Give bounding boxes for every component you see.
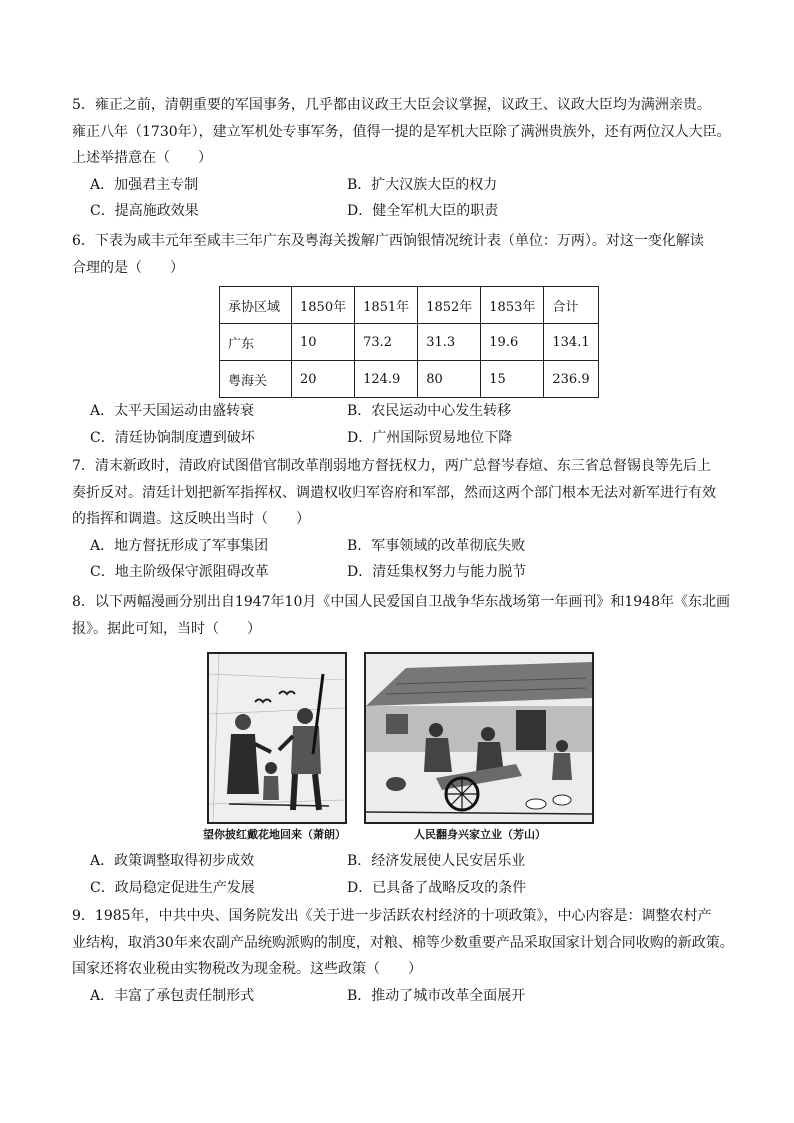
table-header-cell: 合计 [544, 287, 598, 324]
q8-line-2: 报》。据此可知，当时（ ） [72, 620, 261, 637]
q8-option-a[interactable]: A．政策调整取得初步成效 [90, 853, 255, 869]
q5-option-a[interactable]: A．加强君主专制 [90, 176, 199, 193]
q9-line-3: 国家还将农业税由实物税改为现金税。这些政策（ ） [72, 961, 422, 977]
table-cell: 73.2 [355, 324, 418, 361]
table-cell: 15 [481, 361, 544, 398]
q8-option-b[interactable]: B．经济发展使人民安居乐业 [347, 853, 526, 869]
q7-option-b[interactable]: B．军事领域的改革彻底失败 [347, 537, 526, 554]
q5-line-2: 雍正八年（1730年），建立军机处专事军务，值得一提的是军机大臣除了满洲贵族外，还有两位汉人大臣。 [72, 123, 731, 140]
question-9 [72, 903, 732, 1009]
q9-line-1: 9．1985年，中共中央、国务院发出《关于进一步活跃农村经济的十项政策》，中心内容是：调整农村产 [72, 908, 712, 924]
silver-allocation-table [219, 286, 599, 398]
table-header-cell: 1853年 [481, 287, 544, 324]
cartoon-2-caption: 人民翻身兴家立业（芳山） [414, 828, 546, 841]
q5-option-c[interactable]: C．提高施政效果 [90, 203, 199, 219]
q6-option-c[interactable]: C．清廷协饷制度遭到破坏 [90, 429, 255, 446]
question-7 [72, 453, 732, 586]
question-5 [72, 92, 732, 225]
q8-options-block [72, 848, 732, 901]
table-header-cell: 承协区域 [220, 287, 292, 324]
table-header-cell: 1850年 [292, 287, 355, 324]
q8-option-d[interactable]: D．已具备了战略反攻的条件 [347, 879, 527, 896]
q5-option-d[interactable]: D．健全军机大臣的职责 [347, 203, 499, 219]
cartoon-farm-household-drawing [366, 654, 592, 822]
q5-line-1: 5．雍正之前，清朝重要的军国事务，几乎都由议政王大臣会议掌握，议政王、议政大臣均为满洲亲贵。 [72, 97, 711, 113]
q6-option-b[interactable]: B．农民运动中心发生转移 [347, 403, 512, 419]
table-cell: 10 [292, 324, 355, 361]
q9-options [72, 983, 732, 1010]
table-header-cell: 1852年 [418, 287, 481, 324]
q5-option-b[interactable]: B．扩大汉族大臣的权力 [347, 176, 498, 193]
q9-line-2: 业结构，取消30年来农副产品统购派购的制度，对粮、棉等少数重要产品采取国家计划合同收购的新政策。 [72, 934, 734, 951]
cartoon-farm-household [364, 652, 594, 824]
cartoon-soldier-farewell [207, 652, 347, 824]
q7-option-d[interactable]: D．清廷集权努力与能力脱节 [347, 564, 527, 580]
q6-line-2: 合理的是（ ） [72, 259, 184, 276]
q8-option-c[interactable]: C．政局稳定促进生产发展 [90, 879, 255, 896]
table-cell: 31.3 [418, 324, 481, 361]
cartoon-soldier-farewell-drawing [209, 654, 345, 822]
table-row [220, 361, 599, 398]
q9-option-a[interactable]: A．丰富了承包责任制形式 [90, 987, 255, 1004]
q7-line-1: 7．清末新政时，清政府试图借官制改革削弱地方督抚权力，两广总督岑春煊、东三省总督锡良等先后上 [72, 458, 711, 474]
q7-line-2: 奏折反对。清廷计划把新军指挥权、调遣权收归军咨府和军部，然而这两个部门根本无法对新军进行有效 [72, 484, 716, 501]
q5-options [72, 172, 732, 225]
q6-option-a[interactable]: A．太平天国运动由盛转衰 [90, 403, 255, 419]
table-cell: 134.1 [544, 324, 598, 361]
cartoon-1-caption: 望你披红戴花地回来（萧朗） [203, 828, 346, 841]
q6-options-block [72, 398, 732, 451]
table-header-row [220, 287, 599, 324]
table-cell: 19.6 [481, 324, 544, 361]
question-6 [72, 228, 732, 281]
table-cell: 粤海关 [220, 361, 292, 398]
q9-option-b[interactable]: B．推动了城市改革全面展开 [347, 987, 526, 1004]
q8-line-1: 8．以下两幅漫画分别出自1947年10月《中国人民爱国自卫战争华东战场第一年画刊》和1948年《东北画 [72, 594, 730, 610]
table-row [220, 324, 599, 361]
q7-line-3: 的指挥和调遣。这反映出当时（ ） [72, 511, 310, 527]
table-cell: 124.9 [355, 361, 418, 398]
q5-line-3: 上述举措意在（ ） [72, 150, 212, 166]
table-cell: 236.9 [544, 361, 598, 398]
q6-line-1: 6．下表为咸丰元年至咸丰三年广东及粤海关拨解广西饷银情况统计表（单位：万两）。对这一变化解读 [72, 233, 704, 249]
q8-options [72, 848, 732, 901]
table-cell: 80 [418, 361, 481, 398]
q6-option-d[interactable]: D．广州国际贸易地位下降 [347, 429, 513, 446]
q7-option-c[interactable]: C．地主阶级保守派阻碍改革 [90, 564, 269, 580]
question-8 [72, 589, 732, 642]
table-cell: 20 [292, 361, 355, 398]
q7-options [72, 533, 732, 586]
q6-options [72, 398, 732, 451]
table-cell: 广东 [220, 324, 292, 361]
q7-option-a[interactable]: A．地方督抚形成了军事集团 [90, 537, 269, 554]
table-header-cell: 1851年 [355, 287, 418, 324]
